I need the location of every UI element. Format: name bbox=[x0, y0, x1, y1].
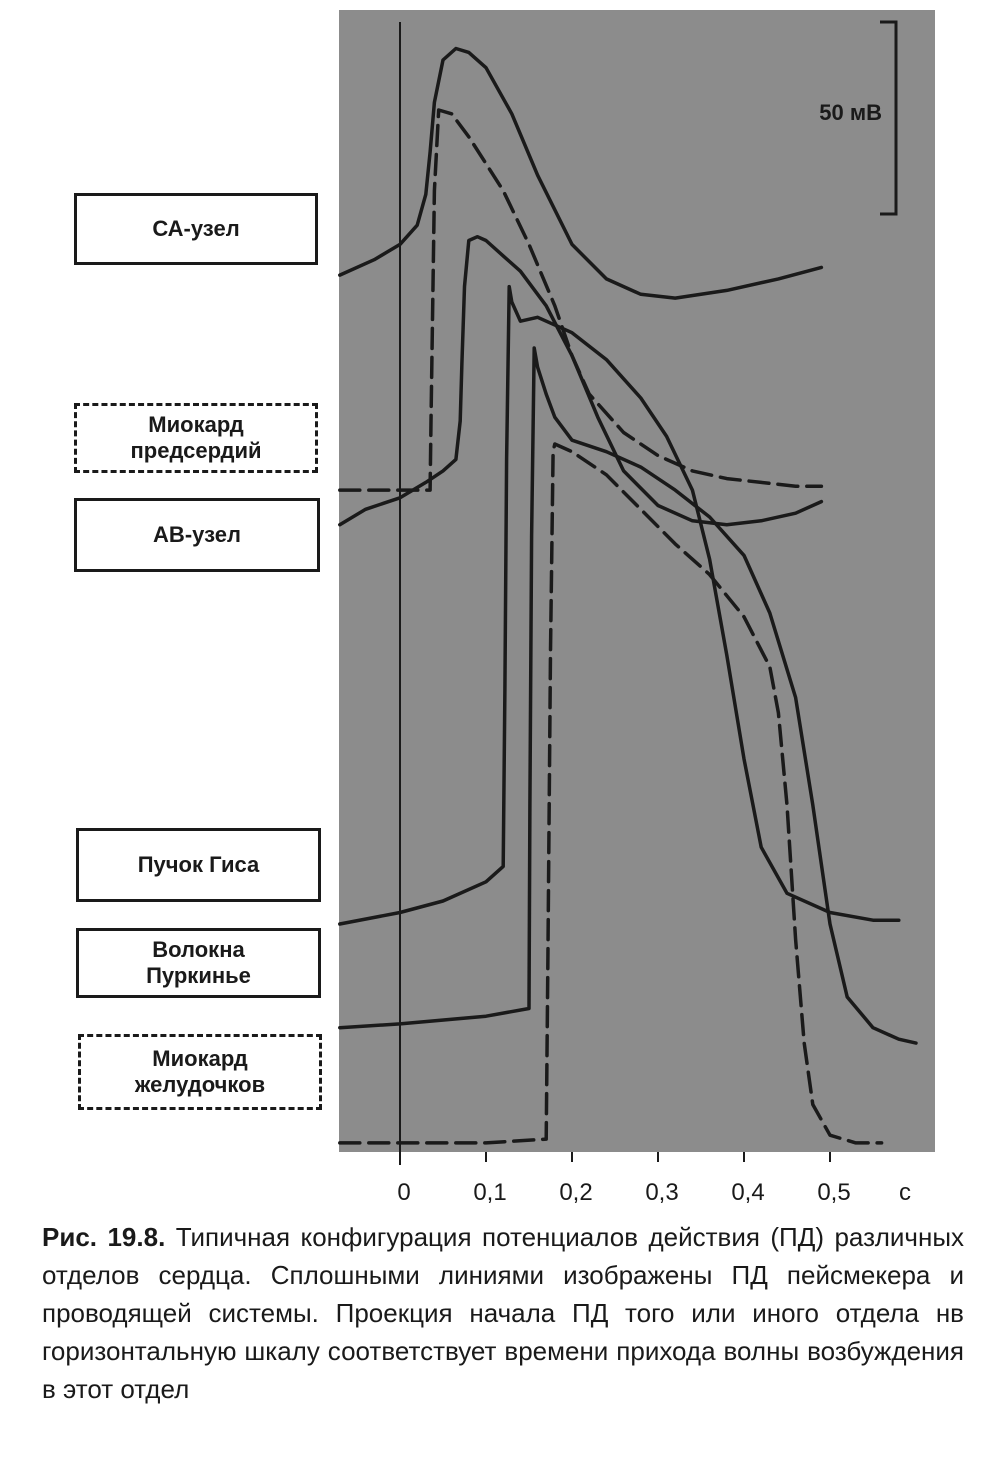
figure-caption bbox=[42, 1218, 964, 1408]
x-tick-label-3: 0,3 bbox=[645, 1179, 679, 1206]
caption-text: Типичная конфигурация потенциалов действия (ПД) различных отделов сердца. Сплошными линиями изображены ПД пейсмекера и проводящей системы. Проекция начала ПД того или иного отдела нв горизонтальную шкалу соответствует времени прихода волны возбуждения в этот отдел bbox=[42, 1222, 965, 1404]
x-axis-unit-label: с bbox=[899, 1179, 911, 1206]
label-sa-node: СА-узел bbox=[74, 193, 318, 265]
scale-bar-label: 50 мВ bbox=[819, 100, 882, 125]
x-axis bbox=[397, 1152, 850, 1206]
x-tick-label-2: 0,2 bbox=[559, 1179, 593, 1206]
label-purkinje-fibers: Волокна Пуркинье bbox=[76, 928, 321, 998]
label-atrial-myocardium: Миокард предсердий bbox=[74, 403, 318, 473]
x-tick-label-4: 0,4 bbox=[731, 1179, 765, 1206]
label-ventricular-myocardium: Миокард желудочков bbox=[78, 1034, 322, 1110]
label-av-node: АВ-узел bbox=[74, 498, 320, 572]
x-tick-label-5: 0,5 bbox=[817, 1179, 851, 1206]
label-his-bundle: Пучок Гиса bbox=[76, 828, 321, 902]
x-tick-label-1: 0,1 bbox=[473, 1179, 507, 1206]
x-tick-label-0: 0 bbox=[397, 1179, 411, 1206]
figure-number: Рис. 19.8. bbox=[42, 1222, 166, 1252]
